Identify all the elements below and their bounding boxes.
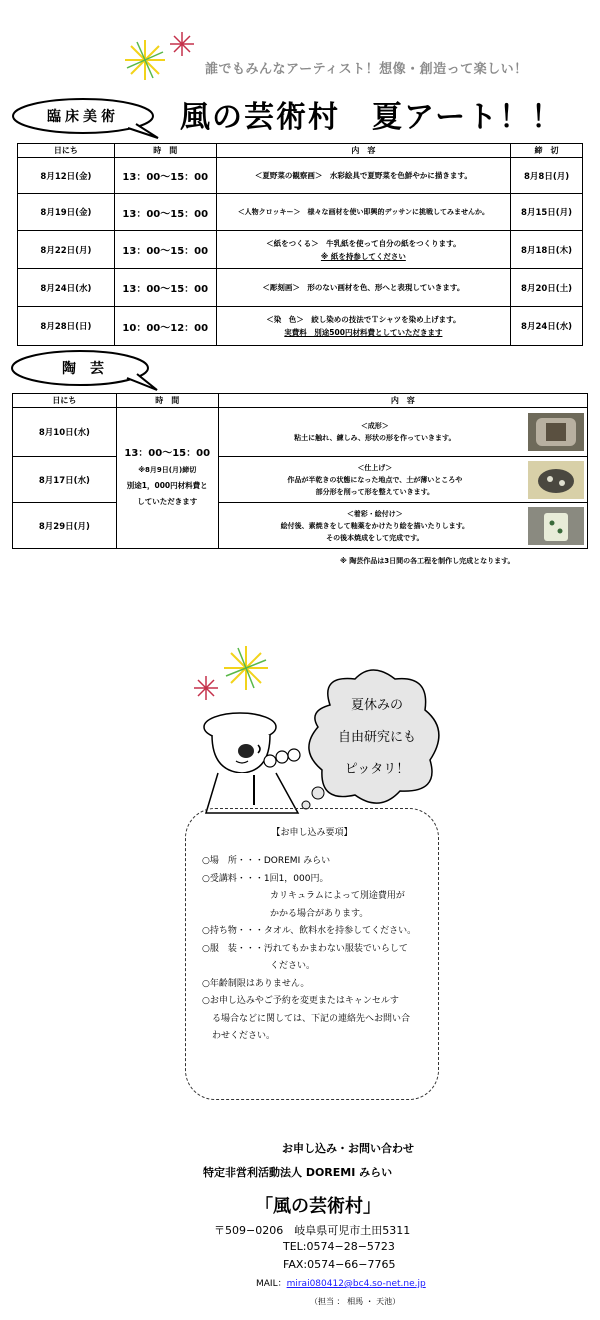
table-header-row	[13, 394, 588, 408]
column-header: 内 容	[218, 394, 587, 408]
table-header-row	[18, 144, 583, 158]
fireworks-icon	[186, 640, 286, 710]
content-cell	[216, 231, 510, 269]
telephone: TEL:0574−28−5723	[283, 1240, 395, 1253]
list-item: わせください。	[212, 1031, 276, 1041]
fax: FAX:0574−66−7765	[283, 1258, 396, 1271]
time-cell: 13：00〜15：00	[114, 194, 216, 231]
time-line: 13：00〜15：00	[124, 448, 211, 459]
cloud-line: 夏休みの	[350, 698, 403, 713]
content-note: 実費料 別途500円材料費としていただきます	[284, 328, 443, 337]
contact-heading: お申し込み・お問い合わせ	[282, 1142, 414, 1155]
time-cell: 13：00〜15：00	[114, 269, 216, 307]
content-cell: ＜彫刻画＞ 形のない画材を色、形へと表現していきます。	[216, 269, 510, 307]
time-cell: 13：00〜15：00	[114, 231, 216, 269]
list-item: カリキュラムによって別途費用が	[270, 891, 405, 901]
date-cell: 8月22日(月)	[18, 231, 115, 269]
date-cell: 8月29日(月)	[13, 503, 117, 549]
column-header: 時 間	[116, 394, 218, 408]
table-row	[18, 231, 583, 269]
content-cell: ＜夏野菜の観察画＞ 水彩絵具で夏野菜を色鮮やかに描きます。	[216, 158, 510, 194]
time-note: ※8月9日(月)締切	[138, 466, 197, 474]
tagline: 誰でもみんなアーティスト！想像・創造って楽しい！	[205, 62, 528, 77]
table-row	[13, 457, 588, 503]
list-item: ○持ち物・・・タオル、飲料水を持参してください。	[202, 926, 417, 936]
content-cell: ＜人物クロッキー＞ 様々な画材を使い即興的デッサンに挑戦してみませんか。	[216, 194, 510, 231]
staff-names: （担当 ： 相馬 ・ 天池）	[310, 1297, 401, 1306]
list-item: かかる場合があります。	[270, 908, 369, 919]
column-header: 日にち	[13, 394, 117, 408]
content-cell	[216, 307, 510, 346]
content-cell	[218, 503, 587, 549]
deadline-cell: 8月20日(土)	[511, 269, 583, 307]
date-cell: 8月19日(金)	[18, 194, 115, 231]
date-cell: 8月12日(金)	[18, 158, 115, 194]
list-item: ○お申し込みやご予約を変更またはキャンセルす	[202, 996, 399, 1006]
fireworks-icon	[120, 30, 210, 90]
time-cell: 13：00〜15：00	[114, 158, 216, 194]
deadline-cell: 8月24日(水)	[511, 307, 583, 346]
list-item: ○場 所・・・DOREMI みらい	[202, 856, 331, 866]
cloud-line: 自由研究にも	[337, 730, 416, 745]
column-header: 締 切	[511, 144, 583, 158]
section1-label: 臨床美術	[47, 109, 119, 125]
cloud-message	[312, 690, 442, 786]
column-header: 日にち	[18, 144, 115, 158]
column-header: 時 間	[114, 144, 216, 158]
section2-label: 陶 芸	[62, 361, 104, 377]
content-cell	[218, 457, 587, 503]
time-cell: 10：00〜12：00	[114, 307, 216, 346]
date-cell: 8月17日(水)	[13, 457, 117, 503]
content-line: 絵付後、素焼きをして釉薬をかけたり絵を描いたりします。	[280, 521, 470, 530]
list-item: る場合などに関しては、下記の連絡先へお問い合	[212, 1013, 411, 1024]
list-item: ください。	[270, 961, 316, 971]
requirements-title: 【お申し込み要項】	[271, 828, 353, 838]
content-title: ＜着彩・絵付け＞	[346, 509, 403, 518]
content-line: ＜染 色＞ 絞し染めの技法でＴシャツを染め上げます。	[266, 315, 461, 324]
table-row	[13, 408, 588, 457]
content-line: 粘土に触れ、練しみ、形状の形を作っていきます。	[294, 434, 456, 442]
time-note: していただきます	[137, 497, 198, 506]
village-name: 「風の芸術村」	[255, 1196, 381, 1217]
list-item: ○年齢制限はありません。	[202, 978, 310, 989]
clay-forming-photo	[528, 413, 584, 451]
deadline-cell: 8月18日(木)	[511, 231, 583, 269]
cloud-line: ピッタリ！	[344, 762, 410, 777]
date-cell: 8月10日(水)	[13, 408, 117, 457]
column-header: 内 容	[216, 144, 510, 158]
email-link[interactable]: mirai080412@bc4.so-net.ne.jp	[286, 1279, 426, 1289]
content-cell	[218, 408, 587, 457]
table-row	[18, 307, 583, 346]
date-cell: 8月24日(水)	[18, 269, 115, 307]
list-item: ○受講料・・・1回1，000円。	[202, 873, 329, 884]
time-cell	[116, 408, 218, 549]
list-item: ○服 装・・・汚れてもかまわない服装でいらして	[202, 943, 408, 954]
deadline-cell: 8月8日(月)	[511, 158, 583, 194]
content-line: ＜紙をつくる＞ 牛乳紙を使って自分の紙をつくります。	[266, 238, 461, 248]
content-note: ※ 紙を持参してください	[320, 251, 406, 261]
email-label: MAIL：	[256, 1279, 287, 1289]
pottery-schedule-table	[12, 393, 588, 549]
page-title: 風の芸術村 夏アート！！	[180, 100, 564, 135]
date-cell: 8月28日(日)	[18, 307, 115, 346]
art-schedule-table	[17, 143, 583, 346]
content-title: ＜成形＞	[360, 422, 389, 430]
painted-cup-photo	[528, 507, 584, 545]
application-requirements-box	[185, 808, 439, 1100]
organization-name: 特定非営利活動法人 DOREMI みらい	[203, 1166, 393, 1179]
content-title: ＜仕上げ＞	[357, 463, 393, 472]
content-line: その後本焼成をして完成です。	[326, 533, 424, 542]
content-line: 作品が半乾きの状態になった地点で、土が薄いところや	[287, 475, 463, 484]
pottery-finishing-photo	[528, 461, 584, 499]
table-row	[18, 269, 583, 307]
table-row	[18, 158, 583, 194]
email-line	[256, 1276, 426, 1289]
address: 〒509−0206 岐阜県可児市土田5311	[214, 1224, 411, 1237]
table-row	[18, 194, 583, 231]
artist-character-illustration	[198, 705, 308, 817]
table-row	[13, 503, 588, 549]
deadline-cell: 8月15日(月)	[511, 194, 583, 231]
pottery-note: ※ 陶芸作品は3日間の各工程を制作し完成となります。	[340, 557, 515, 565]
content-line: 部分形を削って形を整えていきます。	[315, 487, 435, 496]
requirements-list	[202, 853, 430, 1046]
time-note: 別途1，000円材料費と	[126, 481, 208, 490]
